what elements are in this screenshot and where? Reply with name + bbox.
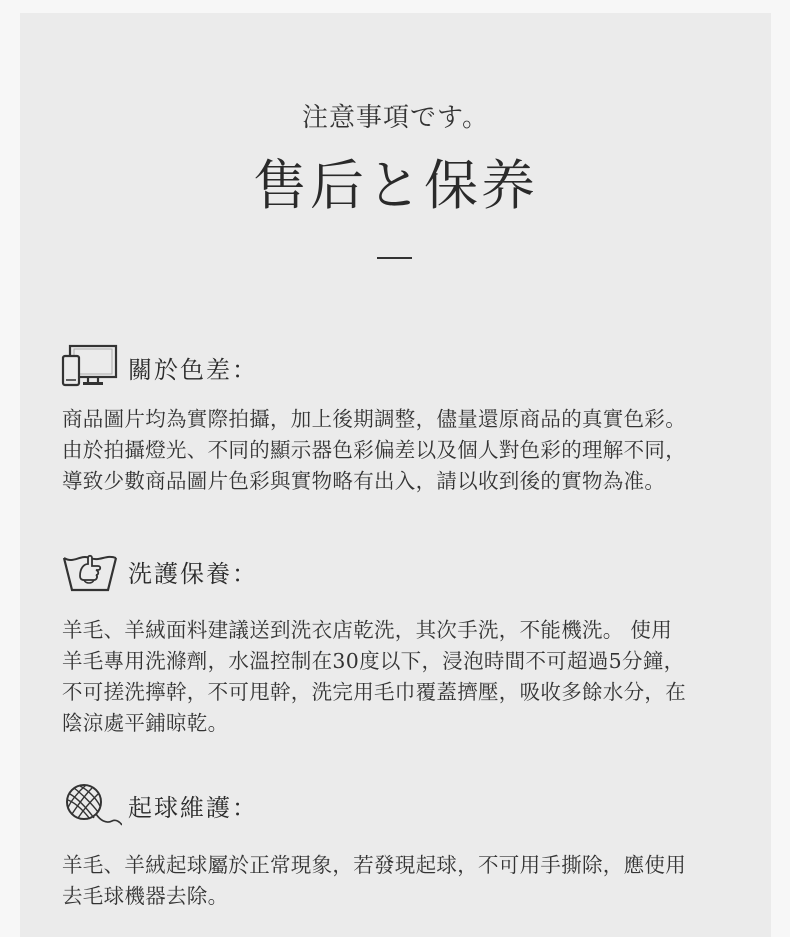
title-divider (377, 257, 412, 259)
care-notice-card (20, 13, 771, 937)
section-color-difference-text (62, 404, 742, 497)
section-wash-care-header (60, 545, 258, 597)
hand-wash-icon (60, 546, 122, 596)
page-title: 售后と保养 (253, 154, 538, 217)
text-line: 陰涼處平鋪晾乾。 (62, 711, 229, 735)
section-heading: 起球維護： (128, 793, 258, 822)
text-line: 羊毛專用洗滌劑，水溫控制在30度以下，浸泡時間不可超過5分鐘， (62, 649, 685, 673)
monitor-phone-icon (60, 342, 122, 392)
section-pilling-header (60, 779, 258, 831)
page-subtitle: 注意事項です。 (302, 103, 489, 133)
text-line: 不可搓洗擰幹，不可甩幹，洗完用毛巾覆蓋擠壓，吸收多餘水分，在 (62, 680, 686, 704)
section-heading: 關於色差： (128, 355, 258, 384)
text-line: 去毛球機器去除。 (62, 884, 229, 908)
yarn-ball-icon (60, 780, 122, 830)
text-line: 商品圖片均為實際拍攝，加上後期調整，儘量還原商品的真實色彩。 (62, 407, 686, 431)
section-wash-care-text (62, 615, 742, 739)
text-line: 由於拍攝燈光、不同的顯示器色彩偏差以及個人對色彩的理解不同， (62, 438, 686, 462)
section-pilling-text (62, 850, 742, 912)
text-line: 羊毛、羊絨面料建議送到洗衣店乾洗，其次手洗，不能機洗。 使用 (62, 618, 673, 642)
section-color-difference-header (60, 341, 258, 393)
section-heading: 洗護保養： (128, 559, 258, 588)
text-line: 導致少數商品圖片色彩與實物略有出入，請以收到後的實物為准。 (62, 469, 666, 493)
text-line: 羊毛、羊絨起球屬於正常現象，若發現起球，不可用手撕除，應使用 (62, 853, 686, 877)
